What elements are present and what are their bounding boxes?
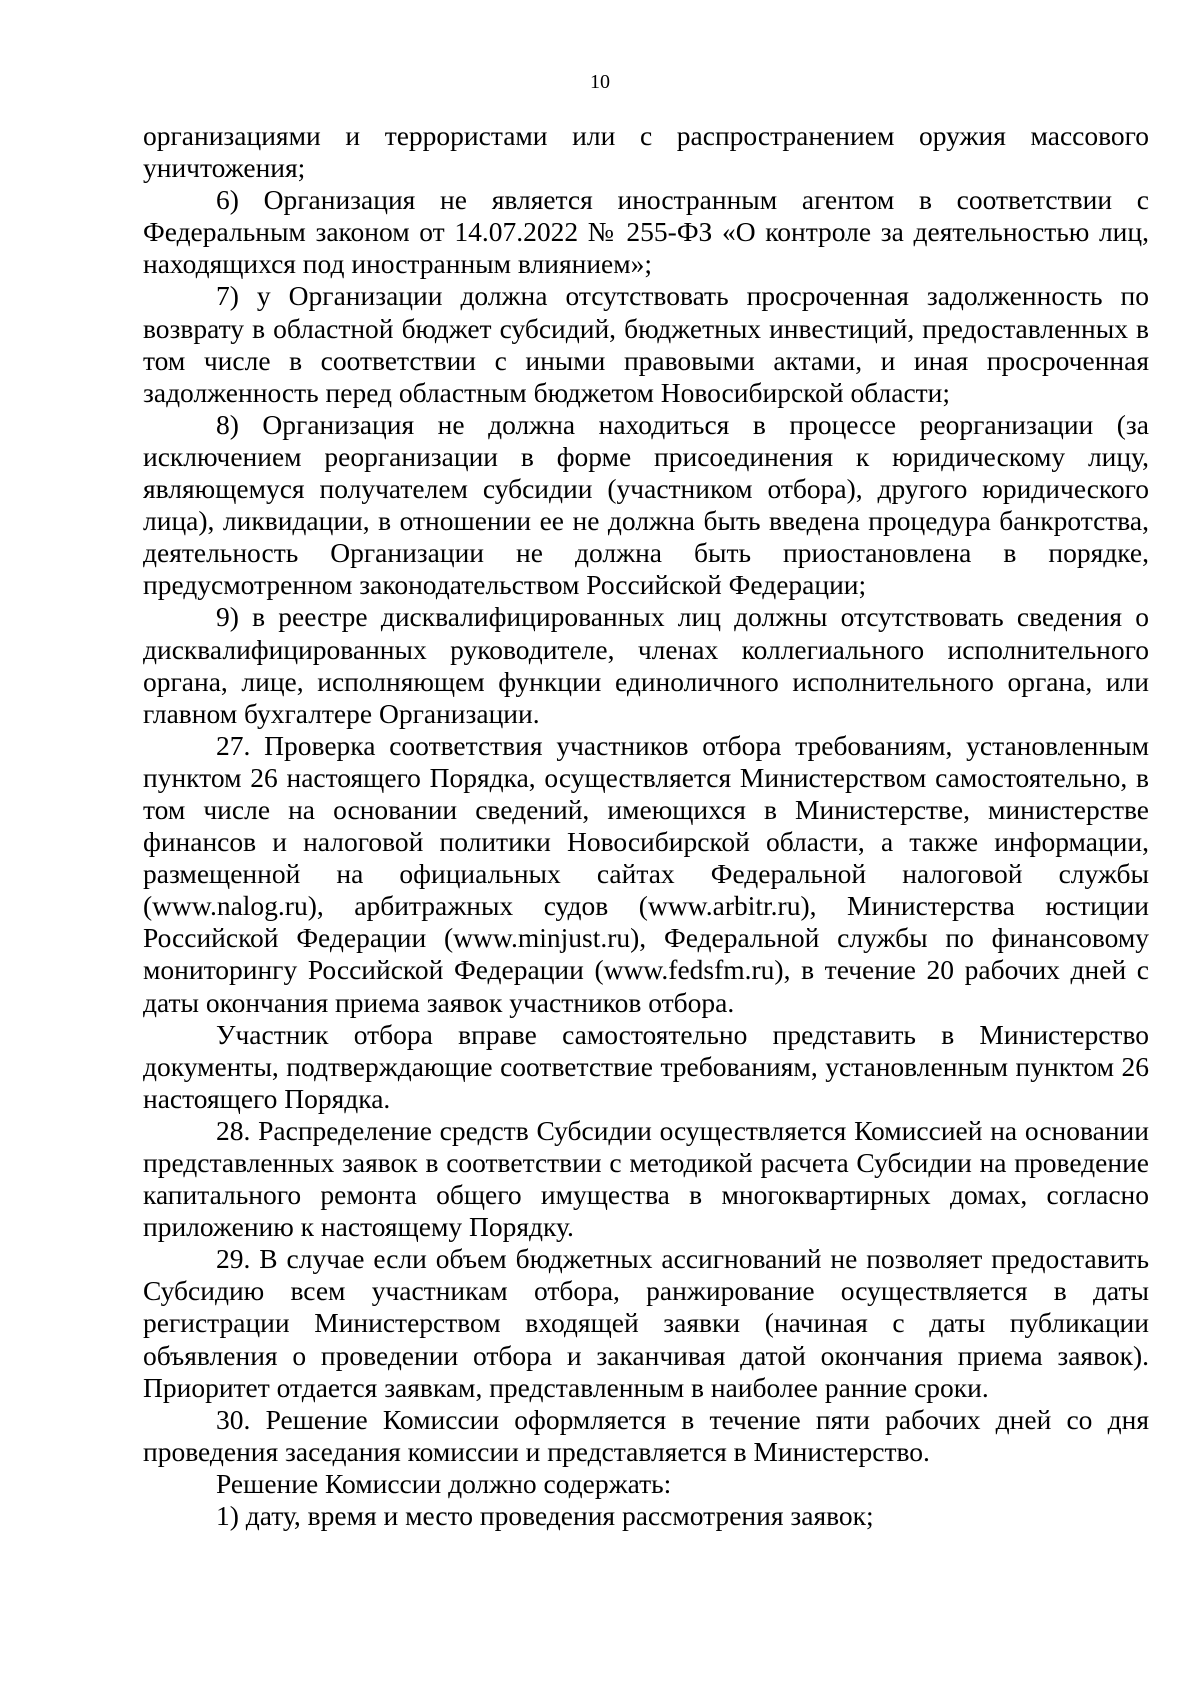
document-body (143, 120, 1149, 1532)
paragraph-clause-27-participant: Участник отбора вправе самостоятельно представить в Министерство документы, подтверждающие соответствие требованиям, установленным пунктом 26 настоящего Порядка. (143, 1018, 1149, 1114)
paragraph-item-9: 9) в реестре дисквалифицированных лиц должны отсутствовать сведения о дисквалифицированных руководителе, членах коллегиального исполнительного органа, лице, исполняющем функции единоличного исполнительного органа, или главном бухгалтере Организации. (143, 601, 1149, 729)
paragraph-clause-29: 29. В случае если объем бюджетных ассигнований не позволяет предоставить Субсидию всем участникам отбора, ранжирование осуществляется в даты регистрации Министерством входящей заявки (начиная с даты публикации объявления о проведении отбора и заканчивая датой окончания приема заявок). Приоритет отдается заявкам, представленным в наиболее ранние сроки. (143, 1243, 1149, 1403)
paragraph-decision-item-1: 1) дату, время и место проведения рассмотрения заявок; (216, 1500, 874, 1532)
page-number: 10 (590, 71, 610, 93)
paragraph-continuation: организациями и террористами или с распространением оружия массового уничтожения; (143, 120, 1149, 184)
paragraph-item-8: 8) Организация не должна находиться в процессе реорганизации (за исключением реорганизации в форме присоединения к юридическому лицу, являющемуся получателем субсидии (участником отбора), другого юридического лица), ликвидации, в отношении ее не должна быть введена процедура банкротства, деятельность Организации не должна быть приостановлена в порядке, предусмотренном законодательством Российской Федерации; (143, 408, 1149, 601)
paragraph-clause-30: 30. Решение Комиссии оформляется в течение пяти рабочих дней со дня проведения заседания комиссии и представляется в Министерство. (143, 1403, 1149, 1467)
paragraph-item-7: 7) у Организации должна отсутствовать просроченная задолженность по возврату в областной бюджет субсидий, бюджетных инвестиций, предоставленных в том числе в соответствии с иными правовыми актами, и иная просроченная задолженность перед областным бюджетом Новосибирской области; (143, 280, 1149, 408)
paragraph-decision-contents: Решение Комиссии должно содержать: (216, 1467, 672, 1499)
paragraph-item-6: 6) Организация не является иностранным агентом в соответствии с Федеральным законом от 14.07.2022 № 255-ФЗ «О контроле за деятельностью лиц, находящихся под иностранным влиянием»; (143, 184, 1149, 280)
paragraph-clause-27: 27. Проверка соответствия участников отбора требованиям, установленным пунктом 26 настоящего Порядка, осуществляется Министерством самостоятельно, в том числе на основании сведений, имеющихся в Министерстве, министерстве финансов и налоговой политики Новосибирской области, а также информации, размещенной на официальных сайтах Федеральной налоговой службы (www.nalog.ru), арбитражных судов (www.arbitr.ru), Министерства юстиции Российской Федерации (www.minjust.ru), Федеральной службы по финансовому мониторингу Российской Федерации (www.fedsfm.ru), в течение 20 рабочих дней с даты окончания приема заявок участников отбора. (143, 729, 1149, 1018)
paragraph-clause-28: 28. Распределение средств Субсидии осуществляется Комиссией на основании представленных заявок в соответствии с методикой расчета Субсидии на проведение капитального ремонта общего имущества в многоквартирных домах, согласно приложению к настоящему Порядку. (143, 1114, 1149, 1243)
